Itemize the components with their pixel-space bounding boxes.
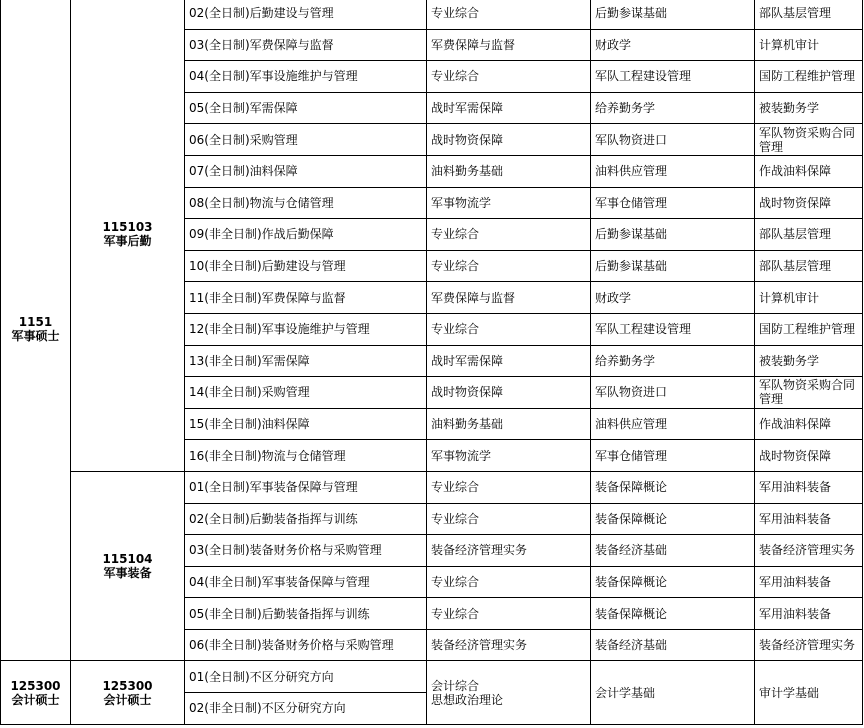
subgroup-125300-code: 125300 bbox=[102, 678, 153, 693]
exam1-cell: 战时物资保障 bbox=[427, 124, 591, 156]
subgroup-125300 bbox=[71, 661, 185, 724]
subgroup-115103-code: 115103 bbox=[102, 220, 153, 235]
retest-cell: 军用油料装备 bbox=[755, 471, 863, 503]
group-125300-code: 125300 bbox=[10, 678, 61, 693]
exam1-cell: 专业综合 bbox=[427, 0, 591, 29]
exam1-cell: 专业综合 bbox=[427, 503, 591, 535]
retest-cell: 作战油料保障 bbox=[755, 155, 863, 187]
direction-cell: 02(非全日制)不区分研究方向 bbox=[185, 693, 427, 725]
direction-cell: 04(非全日制)军事装备保障与管理 bbox=[185, 566, 427, 598]
exam1-cell: 油料勤务基础 bbox=[427, 155, 591, 187]
group-125300 bbox=[1, 661, 71, 724]
exam2-cell: 给养勤务学 bbox=[591, 345, 755, 377]
direction-cell: 06(全日制)采购管理 bbox=[185, 124, 427, 156]
direction-cell: 01(全日制)军事装备保障与管理 bbox=[185, 471, 427, 503]
direction-cell: 02(全日制)后勤建设与管理 bbox=[185, 0, 427, 29]
direction-cell: 11(非全日制)军费保障与监督 bbox=[185, 282, 427, 314]
retest-cell: 军用油料装备 bbox=[755, 503, 863, 535]
direction-cell: 04(全日制)军事设施维护与管理 bbox=[185, 61, 427, 93]
exam2-cell: 给养勤务学 bbox=[591, 92, 755, 124]
direction-cell: 03(全日制)军费保障与监督 bbox=[185, 29, 427, 61]
subgroup-115103-name: 军事后勤 bbox=[103, 234, 152, 249]
exam2-cell: 军队物资进口 bbox=[591, 377, 755, 409]
exam2-cell: 军队物资进口 bbox=[591, 124, 755, 156]
exam2-cell: 后勤参谋基础 bbox=[591, 0, 755, 29]
retest-cell: 军用油料装备 bbox=[755, 566, 863, 598]
exam1-cell: 油料勤务基础 bbox=[427, 408, 591, 440]
direction-cell: 15(非全日制)油料保障 bbox=[185, 408, 427, 440]
exam2-cell: 财政学 bbox=[591, 282, 755, 314]
direction-cell: 09(非全日制)作战后勤保障 bbox=[185, 219, 427, 251]
direction-cell: 01(全日制)不区分研究方向 bbox=[185, 661, 427, 693]
direction-cell: 08(全日制)物流与仓储管理 bbox=[185, 187, 427, 219]
direction-cell: 05(非全日制)后勤装备指挥与训练 bbox=[185, 598, 427, 630]
group-1151-code: 1151 bbox=[18, 315, 53, 330]
retest-cell: 战时物资保障 bbox=[755, 187, 863, 219]
exam1-cell: 专业综合 bbox=[427, 219, 591, 251]
retest-cell: 国防工程维护管理 bbox=[755, 61, 863, 93]
direction-cell: 07(全日制)油料保障 bbox=[185, 155, 427, 187]
retest-cell: 装备经济管理实务 bbox=[755, 535, 863, 567]
retest-cell: 计算机审计 bbox=[755, 29, 863, 61]
retest-cell bbox=[755, 377, 863, 409]
retest-cell: 被装勤务学 bbox=[755, 92, 863, 124]
exam1-cell: 军费保障与监督 bbox=[427, 282, 591, 314]
group-1151-name: 军事硕士 bbox=[11, 329, 60, 344]
subgroup-125300-name: 会计硕士 bbox=[103, 692, 152, 707]
retest-cell bbox=[755, 124, 863, 156]
table-row bbox=[1, 471, 863, 503]
subgroup-115104 bbox=[71, 471, 185, 661]
exam1-cell: 专业综合 bbox=[427, 471, 591, 503]
direction-cell: 10(非全日制)后勤建设与管理 bbox=[185, 250, 427, 282]
subgroup-115104-name: 军事装备 bbox=[103, 566, 152, 581]
retest-cell: 战时物资保障 bbox=[755, 440, 863, 472]
retest-line-1: 军队物资采购合同 bbox=[759, 125, 856, 140]
exam1-cell: 军费保障与监督 bbox=[427, 29, 591, 61]
exam1-cell: 专业综合 bbox=[427, 598, 591, 630]
exam2-cell: 军队工程建设管理 bbox=[591, 313, 755, 345]
exam1-cell: 军事物流学 bbox=[427, 187, 591, 219]
direction-cell: 02(全日制)后勤装备指挥与训练 bbox=[185, 503, 427, 535]
exam2-cell: 油料供应管理 bbox=[591, 408, 755, 440]
direction-cell: 03(全日制)装备财务价格与采购管理 bbox=[185, 535, 427, 567]
subgroup-115103 bbox=[71, 0, 185, 471]
retest-line-1: 军队物资采购合同 bbox=[759, 378, 856, 393]
group-125300-name: 会计硕士 bbox=[11, 692, 60, 707]
retest-line-2: 管理 bbox=[759, 392, 784, 407]
direction-cell: 12(非全日制)军事设施维护与管理 bbox=[185, 313, 427, 345]
retest-cell: 部队基层管理 bbox=[755, 250, 863, 282]
group-1151 bbox=[1, 0, 71, 661]
exam2-cell: 后勤参谋基础 bbox=[591, 250, 755, 282]
retest-cell: 作战油料保障 bbox=[755, 408, 863, 440]
exam2-cell: 装备保障概论 bbox=[591, 566, 755, 598]
exam1-line-1: 会计综合 bbox=[431, 678, 480, 693]
exam1-cell: 专业综合 bbox=[427, 61, 591, 93]
exam1-cell: 专业综合 bbox=[427, 313, 591, 345]
retest-cell: 军用油料装备 bbox=[755, 598, 863, 630]
table-row bbox=[1, 0, 863, 29]
exam2-cell: 财政学 bbox=[591, 29, 755, 61]
exam2-cell: 装备保障概论 bbox=[591, 598, 755, 630]
direction-cell: 06(非全日制)装备财务价格与采购管理 bbox=[185, 629, 427, 661]
exam1-cell: 战时军需保障 bbox=[427, 92, 591, 124]
table-row bbox=[1, 661, 863, 693]
exam2-cell: 后勤参谋基础 bbox=[591, 219, 755, 251]
exam1-cell: 装备经济管理实务 bbox=[427, 535, 591, 567]
retest-cell: 被装勤务学 bbox=[755, 345, 863, 377]
direction-cell: 05(全日制)军需保障 bbox=[185, 92, 427, 124]
exam2-cell: 装备经济基础 bbox=[591, 629, 755, 661]
exam1-cell: 专业综合 bbox=[427, 250, 591, 282]
retest-line-2: 管理 bbox=[759, 139, 784, 154]
direction-cell: 14(非全日制)采购管理 bbox=[185, 377, 427, 409]
exam2-cell: 会计学基础 bbox=[591, 661, 755, 724]
exam1-line-2: 思想政治理论 bbox=[431, 692, 504, 707]
exam1-cell: 装备经济管理实务 bbox=[427, 629, 591, 661]
retest-cell: 国防工程维护管理 bbox=[755, 313, 863, 345]
retest-cell: 装备经济管理实务 bbox=[755, 629, 863, 661]
exam2-cell: 军事仓储管理 bbox=[591, 440, 755, 472]
exam2-cell: 油料供应管理 bbox=[591, 155, 755, 187]
subgroup-115104-code: 115104 bbox=[102, 552, 153, 567]
exam2-cell: 装备经济基础 bbox=[591, 535, 755, 567]
exam1-cell: 战时军需保障 bbox=[427, 345, 591, 377]
direction-cell: 13(非全日制)军需保障 bbox=[185, 345, 427, 377]
exam1-cell: 专业综合 bbox=[427, 566, 591, 598]
direction-cell: 16(非全日制)物流与仓储管理 bbox=[185, 440, 427, 472]
retest-cell: 计算机审计 bbox=[755, 282, 863, 314]
exam1-cell: 战时物资保障 bbox=[427, 377, 591, 409]
retest-cell: 部队基层管理 bbox=[755, 0, 863, 29]
retest-cell: 部队基层管理 bbox=[755, 219, 863, 251]
retest-cell: 审计学基础 bbox=[755, 661, 863, 724]
exam1-cell: 军事物流学 bbox=[427, 440, 591, 472]
exam1-cell bbox=[427, 661, 591, 724]
exam2-cell: 装备保障概论 bbox=[591, 471, 755, 503]
exam2-cell: 军事仓储管理 bbox=[591, 187, 755, 219]
exam2-cell: 装备保障概论 bbox=[591, 503, 755, 535]
exam2-cell: 军队工程建设管理 bbox=[591, 61, 755, 93]
